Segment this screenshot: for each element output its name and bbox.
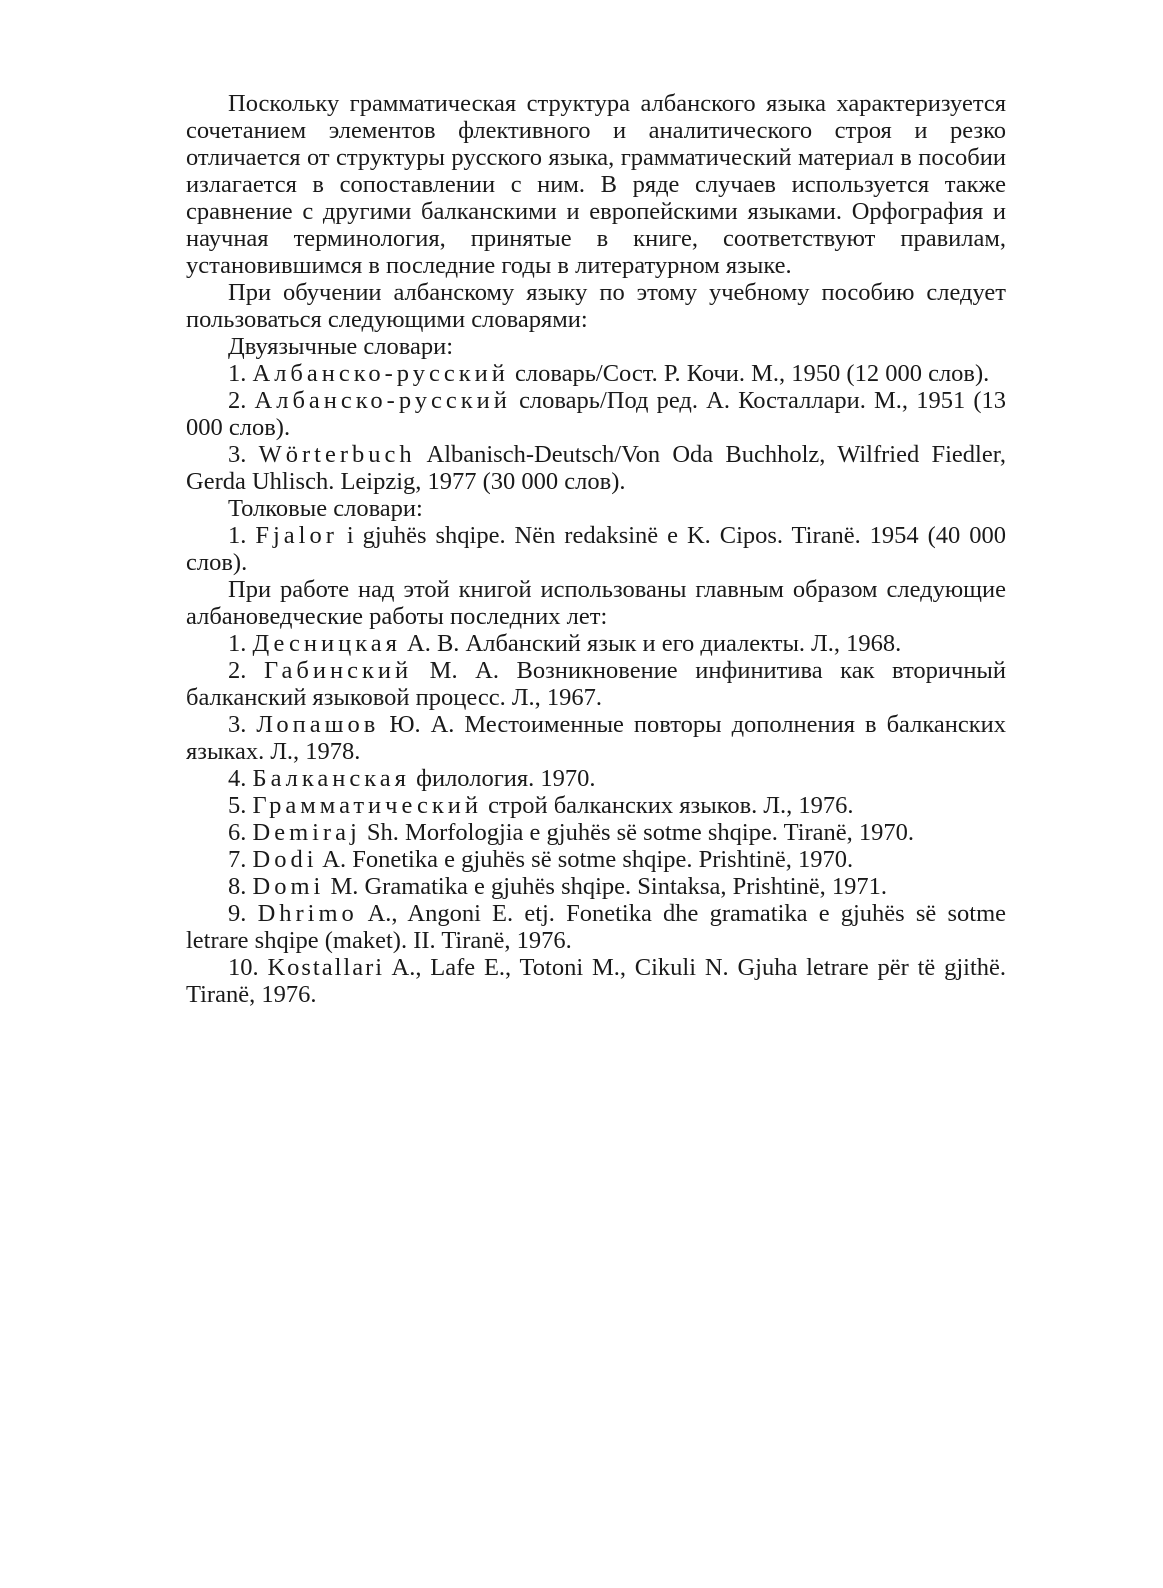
- intro-paragraph-1: Поскольку грамматическая структура албанского языка характеризуется сочетанием элементов флективного и аналитического строя и резко отличается от структуры русского языка, грамматический материал в пособии излагается в сопоставлении с ним. В ряде случаев используется также сравнение с другими балканскими и европейскими языками. Орфография и научная терминология, принятые в книге, соответствуют правилам, установившимся в последние годы в литературном языке.: [186, 90, 1006, 279]
- item-number: 7.: [228, 846, 247, 873]
- explanatory-dictionaries-list: [186, 522, 1006, 576]
- list-item: [186, 657, 1006, 711]
- item-key: Kostallari: [267, 954, 385, 981]
- item-number: 3.: [228, 711, 247, 738]
- item-key: Dodi: [252, 846, 318, 873]
- item-rest: Albanisch-Deutsch/Von Oda Buchholz, Wilfried Fiedler, Gerda Uhlisch. Leipzig, 1977 (30 000 слов).: [186, 441, 1006, 495]
- explanatory-dictionaries-heading: Толковые словари:: [228, 495, 423, 522]
- list-item: [186, 522, 1006, 576]
- item-number: 1.: [228, 360, 247, 387]
- item-rest: словарь/Под ред. А. Косталлари. М., 1951 (13 000 слов).: [186, 387, 1007, 441]
- item-key: Десницкая: [252, 630, 401, 657]
- item-number: 3.: [228, 441, 247, 468]
- list-item: [186, 630, 1006, 657]
- item-number: 2.: [228, 387, 247, 414]
- bilingual-dictionaries-heading: Двуязычные словари:: [228, 333, 454, 360]
- item-key: Dhrimo: [257, 900, 358, 927]
- intro-paragraph-2: При обучении албанскому языку по этому учебному пособию следует пользоваться следующими словарями:: [186, 279, 1006, 333]
- item-number: 1.: [228, 630, 247, 657]
- item-key: Габинский: [263, 657, 413, 684]
- bilingual-dictionaries-list: [186, 360, 1006, 495]
- item-number: 6.: [228, 819, 247, 846]
- item-rest: M. Gramatika e gjuhës shqipe. Sintaksa, Prishtinë, 1971.: [330, 873, 888, 900]
- list-item: [186, 954, 1006, 1008]
- item-rest: словарь/Сост. Р. Кочи. М., 1950 (12 000 слов).: [515, 360, 990, 387]
- item-key: Албанско-русский: [252, 360, 509, 387]
- list-item: [186, 819, 1006, 846]
- list-item: [186, 711, 1006, 765]
- document-page: [186, 90, 1006, 1008]
- item-number: 9.: [228, 900, 247, 927]
- item-rest: филология. 1970.: [416, 765, 596, 792]
- item-rest: i gjuhës shqipe. Nën redaksinë e K. Cipos. Tiranë. 1954 (40 000 слов).: [186, 522, 1006, 576]
- item-rest: Ю. А. Местоименные повторы дополнения в балканских языках. Л., 1978.: [186, 711, 1007, 765]
- list-item: [186, 792, 1006, 819]
- item-rest: М. А. Возникновение инфинитива как вторичный балканский языковой процесс. Л., 1967.: [186, 657, 1007, 711]
- item-key: Лопашов: [256, 711, 380, 738]
- works-list: [186, 630, 1006, 1008]
- list-item: [186, 873, 1006, 900]
- item-number: 8.: [228, 873, 247, 900]
- item-key: Demiraj: [252, 819, 361, 846]
- item-number: 5.: [228, 792, 247, 819]
- item-key: Wörterbuch: [258, 441, 416, 468]
- list-item: [186, 765, 1006, 792]
- item-key: Domi: [252, 873, 325, 900]
- item-rest: А. В. Албанский язык и его диалекты. Л., 1968.: [407, 630, 902, 657]
- item-number: 2.: [228, 657, 247, 684]
- list-item: [186, 387, 1006, 441]
- list-item: [186, 360, 1006, 387]
- item-number: 1.: [228, 522, 247, 549]
- item-key: Грамматический: [252, 792, 482, 819]
- list-item: [186, 441, 1006, 495]
- list-item: [186, 846, 1006, 873]
- list-item: [186, 900, 1006, 954]
- works-intro-paragraph: При работе над этой книгой использованы главным образом следующие албановедческие работы последних лет:: [186, 576, 1006, 630]
- item-rest: Sh. Morfologjia e gjuhës së sotme shqipe. Tiranë, 1970.: [366, 819, 915, 846]
- item-key: Албанско-русский: [254, 387, 511, 414]
- item-rest: A. Fonetika e gjuhës së sotme shqipe. Prishtinë, 1970.: [322, 846, 854, 873]
- item-rest: A., Angoni E. etj. Fonetika dhe gramatika e gjuhës së sotme letrare shqipe (maket). II. Tiranë, 1976.: [186, 900, 1006, 954]
- item-number: 4.: [228, 765, 247, 792]
- item-key: Fjalor: [255, 522, 338, 549]
- item-rest: строй балканских языков. Л., 1976.: [488, 792, 854, 819]
- item-key: Балканская: [252, 765, 410, 792]
- item-rest: A., Lafe E., Totoni M., Cikuli N. Gjuha letrare për të gjithë. Tiranë, 1976.: [186, 954, 1006, 1008]
- item-number: 10.: [228, 954, 259, 981]
